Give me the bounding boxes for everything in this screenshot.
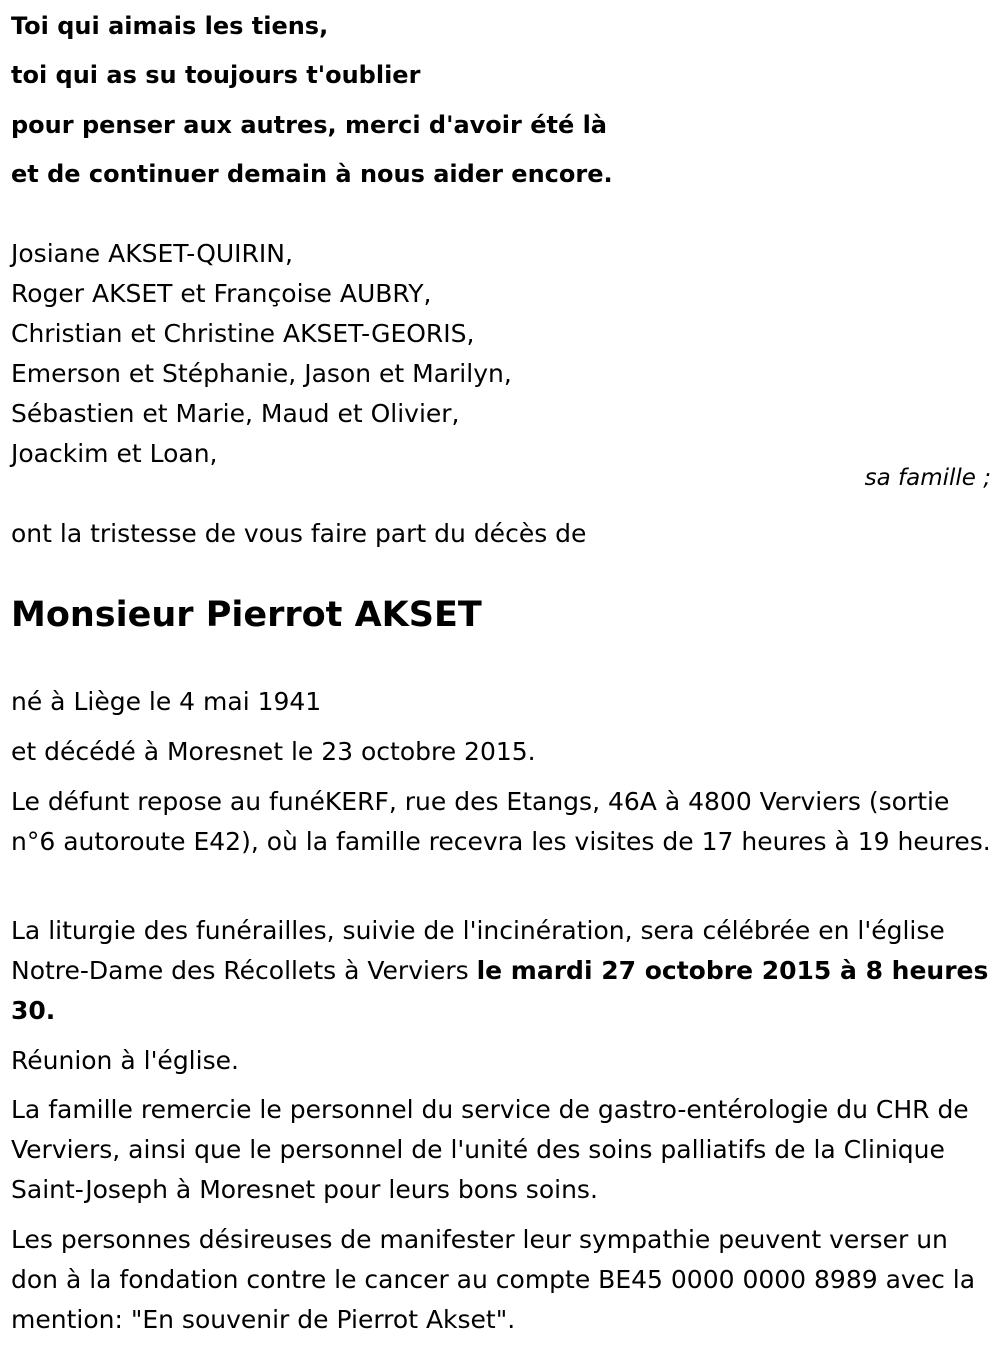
repose-paragraph: Le défunt repose au funéKERF, rue des Etangs, 46A à 4800 Verviers (sortie n°6 autoroute E42), où la famille recevra les visites de 17 heures à 19 heures. (11, 787, 991, 856)
family-member-6: Joackim et Loan, (11, 439, 218, 468)
announcement-text: ont la tristesse de vous faire part du décès de (11, 519, 587, 548)
family-member-5: Sébastien et Marie, Maud et Olivier, (11, 399, 460, 428)
liturgy-date-time: le mardi 27 octobre 2015 à 8 heures 30. (11, 956, 989, 1025)
family-member-3: Christian et Christine AKSET-GEORIS, (11, 319, 475, 348)
family-signature: sa famille ; (864, 465, 991, 491)
reunion-text: Réunion à l'église. (11, 1046, 239, 1075)
poem-line-1: Toi qui aimais les tiens, (11, 12, 329, 40)
deceased-name: Monsieur Pierrot AKSET (11, 595, 482, 635)
family-member-1: Josiane AKSET-QUIRIN, (11, 239, 293, 268)
family-member-2: Roger AKSET et Françoise AUBRY, (11, 279, 432, 308)
liturgy-text: La liturgie des funérailles, suivie de l'incinération, sera célébrée en l'église Notre-Dame des Récollets à Verviers (11, 916, 945, 985)
poem-line-4: et de continuer demain à nous aider encore. (11, 160, 613, 188)
poem-line-2: toi qui as su toujours t'oublier (11, 61, 421, 89)
liturgy-paragraph (11, 911, 991, 1031)
donation-paragraph: Les personnes désireuses de manifester leur sympathie peuvent verser un don à la fondation contre le cancer au compte BE45 0000 0000 8989 avec la mention: "En souvenir de Pierrot Akset". (11, 1225, 976, 1334)
death-info: et décédé à Moresnet le 23 octobre 2015. (11, 737, 536, 766)
birth-info: né à Liège le 4 mai 1941 (11, 687, 322, 716)
poem-line-3: pour penser aux autres, merci d'avoir été là (11, 111, 607, 139)
family-member-4: Emerson et Stéphanie, Jason et Marilyn, (11, 359, 512, 388)
thanks-paragraph: La famille remercie le personnel du service de gastro-entérologie du CHR de Verviers, ainsi que le personnel de l'unité des soins palliatifs de la Clinique Saint-Joseph à Moresnet pour leurs bons soins. (11, 1095, 969, 1204)
